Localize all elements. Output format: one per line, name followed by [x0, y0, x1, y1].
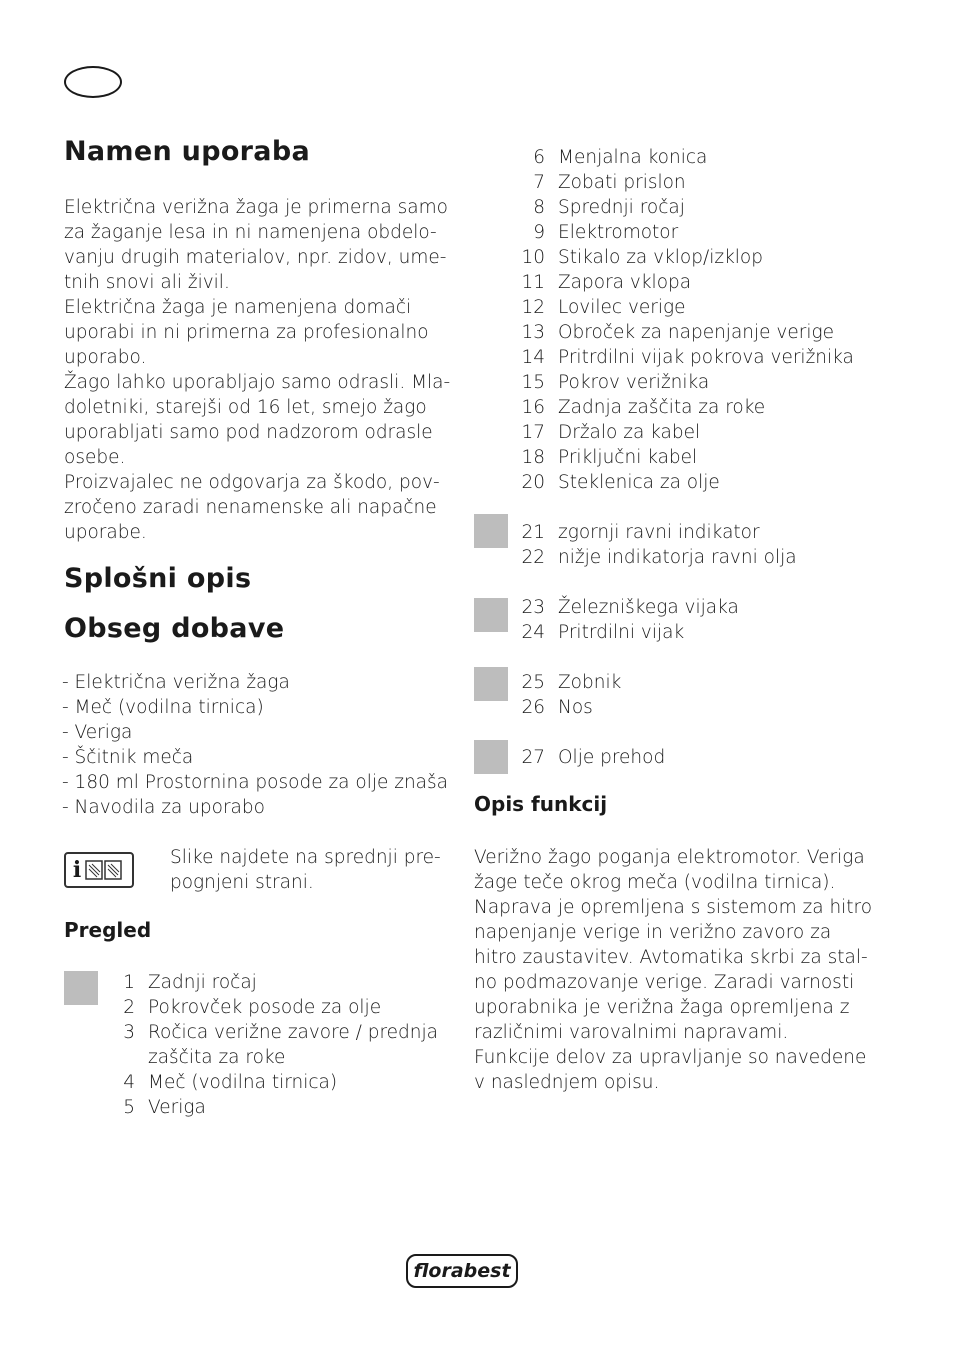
scope-item: - Navodila za uporabo [62, 797, 265, 818]
part-number: 26 [521, 697, 545, 718]
part-label: Olje prehod [558, 747, 666, 768]
part-number: 24 [521, 622, 545, 643]
scope-item: - Ščitnik meča [62, 747, 194, 768]
part-number: 12 [521, 297, 545, 318]
part-number: 7 [533, 172, 545, 193]
info-icon: i [64, 852, 134, 888]
part-number: 15 [521, 372, 545, 393]
part-label: Zadnji ročaj [148, 972, 257, 993]
part-label: Zobati prislon [558, 172, 686, 193]
part-label: Priključni kabel [558, 447, 698, 468]
part-number: 11 [521, 272, 545, 293]
part-label: Pokrovček posode za olje [148, 997, 382, 1018]
part-label: Držalo za kabel [558, 422, 701, 443]
part-label: Veriga [148, 1097, 206, 1118]
part-label: Stikalo za vklop/izklop [558, 247, 763, 268]
part-number: 16 [521, 397, 545, 418]
part-label: Zobnik [558, 672, 622, 693]
scope-item: - Veriga [62, 722, 133, 743]
part-label: Meč (vodilna tirnica) [148, 1072, 338, 1093]
part-label: Zadnja zaščita za roke [558, 397, 766, 418]
part-label: Obroček za napenjanje verige [558, 322, 834, 343]
heading-intended-use: Namen uporaba [64, 136, 310, 167]
heading-overview: Pregled [64, 918, 152, 942]
part-label: Zapora vklopa [558, 272, 692, 293]
part-label: Menjalna konica [558, 147, 708, 168]
part-label: Pritrdilni vijak pokrova verižnika [558, 347, 854, 368]
scope-item: - Električna verižna žaga [62, 672, 290, 693]
part-label: zaščita za roke [148, 1047, 286, 1068]
function-description-text: Verižno žago poganja elektromotor. Veriga žage teče okrog meča (vodilna tirnica). Naprava je opremljena s sistemom za hitro napenjanje verige in verižno zavoro za hitro zaustavitev. Avtomatika skrbi za stal- no podmazovanje verige. Zaradi varnosti uporabnika je verižna žaga opremljena z različnimi varovalnimi napravami. Funkcije delov za upravljanje so navedene v naslednjem opisu. [474, 847, 873, 1093]
intended-use-text: Električna verižna žaga je primerna samo za žaganje lesa in ni namenjena obdelo- vanju drugih materialov, npr. zidov, ume- tnih snovi ali živil. Električna žaga je namenjena domači uporabi in ni primerna za profesionalno uporabo. Žago lahko uporabljajo samo odrasli. Mla- doletniki, starejši od 16 let, smejo žago uporabljati samo pod nadzorom odrasle osebe. Proizvajalec ne odgovarja za škodo, pov- zročeno zaradi nenamenske ali napačne uporabe. [64, 197, 451, 543]
part-label: Železniškega vijaka [558, 597, 739, 618]
florabest-logo: florabest [406, 1254, 518, 1288]
scope-item: - Meč (vodilna tirnica) [62, 697, 264, 718]
part-number: 6 [533, 147, 545, 168]
part-label: Elektromotor [558, 222, 679, 243]
part-number: 21 [521, 522, 545, 543]
part-number: 5 [123, 1097, 135, 1118]
part-label: zgornji ravni indikator [558, 522, 760, 543]
part-label: Lovilec verige [558, 297, 686, 318]
part-number: 13 [521, 322, 545, 343]
part-label: Sprednji ročaj [558, 197, 685, 218]
part-label: Pokrov verižnika [558, 372, 710, 393]
heading-general-description: Splošni opis [64, 563, 252, 594]
part-number: 14 [521, 347, 545, 368]
part-number: 17 [521, 422, 545, 443]
part-number: 4 [123, 1072, 135, 1093]
part-number: 27 [521, 747, 545, 768]
part-number: 23 [521, 597, 545, 618]
heading-function-description: Opis funkcij [474, 792, 608, 816]
part-number: 3 [123, 1022, 135, 1043]
scope-of-delivery-list [62, 670, 448, 820]
part-number: 22 [521, 547, 545, 568]
part-label: Pritrdilni vijak [558, 622, 685, 643]
part-number: 18 [521, 447, 545, 468]
part-number: 25 [521, 672, 545, 693]
info-note: Slike najdete na sprednji pre- pognjeni strani. [170, 847, 441, 893]
part-number: 9 [533, 222, 545, 243]
part-number: 8 [533, 197, 545, 218]
part-number: 1 [123, 972, 135, 993]
part-number: 10 [521, 247, 545, 268]
language-badge [64, 66, 122, 98]
part-label: Steklenica za olje [558, 472, 720, 493]
part-label: Ročica verižne zavore / prednja [148, 1022, 438, 1043]
part-label: nižje indikatorja ravni olja [558, 547, 797, 568]
part-label: Nos [558, 697, 593, 718]
heading-scope-of-delivery: Obseg dobave [64, 613, 285, 644]
part-number: 20 [521, 472, 545, 493]
part-number: 2 [123, 997, 135, 1018]
scope-item: - 180 ml Prostornina posode za olje znaša [62, 772, 448, 793]
